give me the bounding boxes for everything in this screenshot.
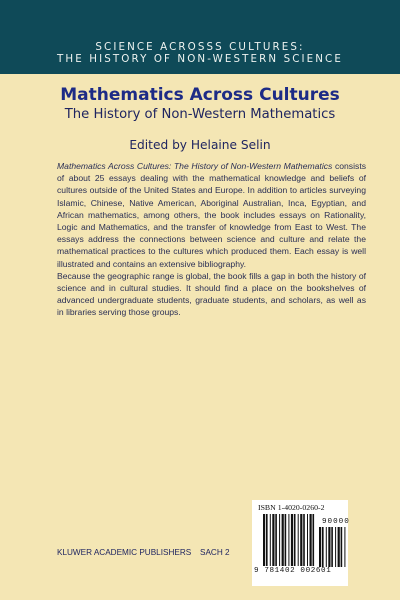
description-italic-title: Mathematics Across Cultures: The History of Non-Western Mathematics: [57, 161, 333, 171]
editor-credit: Edited by Helaine Selin: [129, 138, 271, 152]
description-paragraph-1: [57, 160, 366, 270]
series-title-line-1: SCIENCE ACROSSS CULTURES:: [95, 41, 305, 53]
book-title: Mathematics Across Cultures: [60, 85, 340, 105]
description-paragraph-2: Because the geographic range is global, the book fills a gap in both the history of science and in cultural studies. It should find a place on the bookshelves of advanced undergraduate students, graduate students, and scholars, as well as in libraries serving those groups.: [57, 270, 366, 318]
series-title-line-2: THE HISTORY OF NON-WESTERN SCIENCE: [57, 53, 343, 65]
book-description: [57, 160, 366, 319]
description-paragraph-1-text: consists of about 25 essays dealing with the mathematical knowledge and beliefs of cultures outside of the United States and Europe. In addition to articles surveying Islamic, Chinese, Native American, Aboriginal Australian, Inca, Egyptian, and African mathematics, among others, the book includes essays on Rationality, Logic and Mathematics, and the transfer of knowledge from East to West. The essays address the connections between science and culture and relate the mathematical practices to the cultures which produced them. Each essay is well illustrated and contains an extensive bibliography.: [57, 161, 366, 269]
price-barcode: [319, 527, 347, 567]
price-code: 90000: [322, 518, 350, 526]
book-subtitle: The History of Non-Western Mathematics: [64, 107, 336, 122]
isbn-barcode: [263, 514, 317, 566]
publisher-name: KLUWER ACADEMIC PUBLISHERS: [57, 548, 192, 557]
isbn-label: ISBN 1-4020-0260-2: [258, 503, 325, 512]
barcode-number: 9 781402 002601: [254, 567, 332, 575]
series-code: SACH 2: [200, 548, 230, 557]
